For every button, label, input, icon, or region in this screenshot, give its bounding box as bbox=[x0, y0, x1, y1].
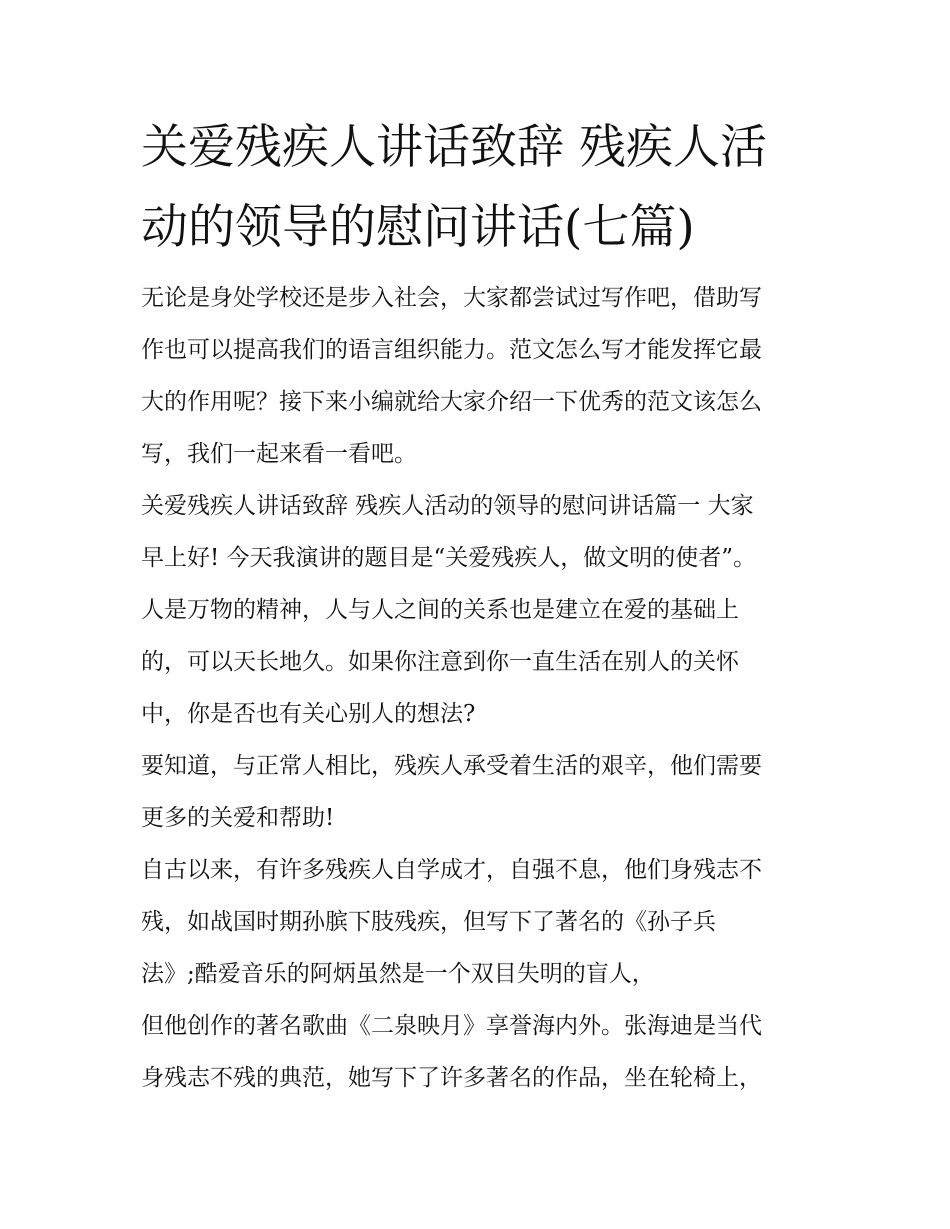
text-line: 关爱残疾人讲话致辞 残疾人活动的领导的慰问讲话篇一 大家 bbox=[141, 493, 754, 519]
text-line: 早上好! 今天我演讲的题目是“关爱残疾人，做文明的使者”。 bbox=[141, 545, 757, 571]
paragraph-care-needed bbox=[141, 740, 821, 844]
text-line: 中，你是否也有关心别人的想法? bbox=[141, 701, 476, 727]
text-line: 残，如战国时期孙膑下肢残疾，但写下了著名的《孙子兵 bbox=[141, 909, 716, 935]
text-line: 人是万物的精神，人与人之间的关系也是建立在爱的基础上 bbox=[141, 597, 739, 623]
text-line: 法》;酷爱音乐的阿炳虽然是一个双目失明的盲人， bbox=[141, 961, 655, 987]
text-line: 更多的关爱和帮助! bbox=[141, 805, 335, 831]
text-line: 大的作用呢？接下来小编就给大家介绍一下优秀的范文该怎么 bbox=[141, 389, 762, 415]
paragraph-historical-examples bbox=[141, 844, 821, 1000]
title-line-1: 关爱残疾人讲话致辞 残疾人活 bbox=[141, 120, 767, 175]
text-line: 但他创作的著名歌曲《二泉映月》享誉海内外。张海迪是当代 bbox=[141, 1013, 762, 1039]
text-line: 自古以来，有许多残疾人自学成才，自强不息，他们身残志不 bbox=[141, 857, 762, 883]
text-line: 写，我们一起来看一看吧。 bbox=[141, 441, 417, 467]
text-line: 无论是身处学校还是步入社会，大家都尝试过写作吧，借助写 bbox=[141, 285, 762, 311]
document-title bbox=[141, 108, 821, 268]
title-line-2: 动的领导的慰问讲话(七篇) bbox=[141, 200, 695, 255]
text-line: 身残志不残的典范，她写下了许多著名的作品，坐在轮椅上， bbox=[141, 1065, 762, 1091]
text-line: 的，可以天长地久。如果你注意到你一直生活在别人的关怀 bbox=[141, 649, 739, 675]
document-page bbox=[141, 108, 821, 1104]
paragraph-intro bbox=[141, 272, 821, 480]
text-line: 要知道，与正常人相比，残疾人承受着生活的艰辛，他们需要 bbox=[141, 753, 762, 779]
paragraph-chapter-one bbox=[141, 480, 821, 740]
text-line: 作也可以提高我们的语言组织能力。范文怎么写才能发挥它最 bbox=[141, 337, 762, 363]
paragraph-modern-examples bbox=[141, 1000, 821, 1104]
